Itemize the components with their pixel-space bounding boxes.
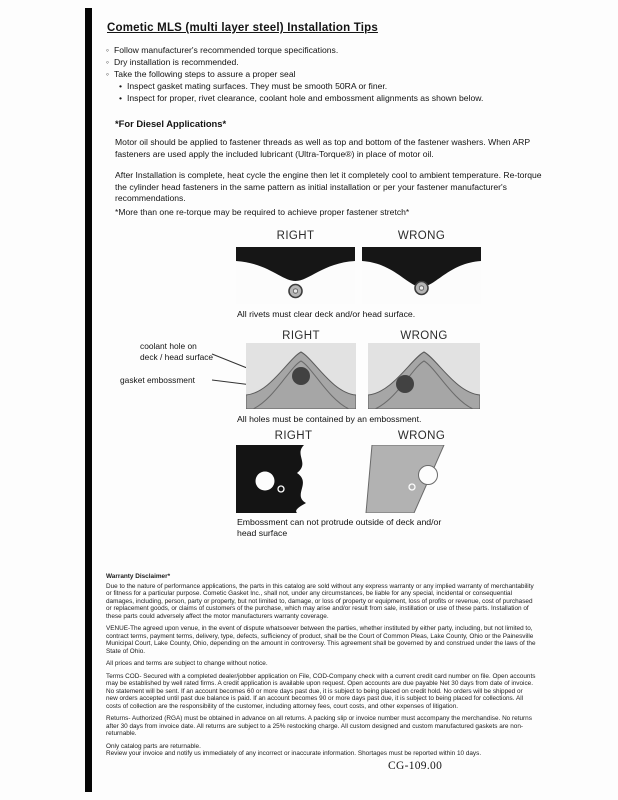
catalog-code: CG-109.00 [388,760,443,772]
holes-wrong-figure [368,343,480,409]
tip-text: Inspect gasket mating surfaces. They must be smooth 50RA or finer. [127,81,388,91]
list-item [106,44,586,56]
embossment-caption: Embossment can not protrude outside of deck and/or head surface [237,517,442,538]
list-item [106,68,586,80]
coolant-hole-label: coolant hole on deck / head surface [140,341,214,362]
list-item [106,92,586,104]
disclaimer-paragraph: VENUE-The agreed upon venue, in the event of dispute whatsoever between the parties, whether instituted by either party, including, but not limited to, contract terms, payment terms, delivery, type, defects, sufficiency of product, shall be the Court of Common Pleas, Lake County, Ohio or the Painesville Municipal Court, Lake County, Ohio, depending on the amount in controversy. This agreement shall be governed by and construed under the laws of the State of Ohio. [106,625,536,655]
disclaimer-paragraph: Due to the nature of performance applications, the parts in this catalog are sold without any express warranty or any implied warranty of merchantability or fitness for a particular purpose. Cometic Gasket Inc., shall not, under any circumstances, be liable for any special, incidental or consequential damages, including, person, party or property, but not limited to, damage, or loss of property or equipment, loss of profits or revenue, cost of purchased or replacement goods, or claims of customers of the purchase, which may arise and/or result from sale, instillation or use of these parts. Installation of these parts could adversely affect the motor manufacturers warranty coverage. [106,582,534,620]
embossment-diagram-wrong [364,445,479,513]
diesel-paragraph-oil: Motor oil should be applied to fastener threads as well as top and bottom of the fastener washers. When ARP fasteners are used apply the included lubricant (Ultra-Torque®) in place of motor oil. [115,137,530,159]
retorque-note: *More than one re-torque may be required to achieve proper fastener stretch* [115,207,410,217]
warranty-disclaimer [106,573,536,758]
disclaimer-paragraph: All prices and terms are subject to change without notice. [106,660,268,667]
holes-diagram-right [246,343,356,409]
right-label: RIGHT [274,430,313,442]
holes-caption: All holes must be contained by an embossment. [237,414,422,424]
disclaimer-paragraph: Only catalog parts are returnable. [106,742,201,750]
rivet-caption: All rivets must clear deck and/or head surface. [237,309,416,319]
page-title: Cometic MLS (multi layer steel) Installation Tips [107,22,378,34]
installation-tips-list [106,44,586,104]
circle-bullet-marker: ◦ [106,69,110,79]
rivet-right-figure [236,247,355,304]
disclaimer-paragraph: Returns- Authorized (RGA) must be obtained in advance on all returns. A packing slip or invoice number must accompany the merchandise. No returns after 30 days from invoice date. All returns are subject to a 25% restocking charge. All custom designed and custom manufactured gaskets are non-returnable. [106,715,532,737]
holes-diagram-wrong [368,343,480,409]
list-item [106,56,586,68]
tip-text: Follow manufacturer's recommended torque specifications. [114,45,339,55]
wrong-label: WRONG [397,430,446,442]
embossment-diagram-right [236,445,351,513]
rivet-wrong-figure [362,247,481,304]
holes-right-figure [246,343,356,409]
circle-bullet-marker: ◦ [106,57,110,67]
wrong-label: WRONG [397,230,446,242]
diesel-paragraph-retorque: After Installation is complete, heat cycle the engine then let it completely cool to ambient temperature. Re-torque the cylinder head fasteners in the same pattern as initial installation or per your fastener manufacturer's recommendations. [115,170,542,203]
wrong-label: WRONG [400,330,448,342]
disclaimer-paragraph: Terms COD- Secured with a completed dealer/jobber application on File, COD-Company check with a current credit card number on file. Open accounts may be established by well rated firms. A credit application is available upon request. Open accounts are due payable Net 30 days from date of invoice. No statement will be sent. If an account becomes 60 or more days past due, it is subject to being placed on credit hold. No orders will be shipped or new orders accepted until past due balance is paid. If an account becomes 90 or more days past due, it is subject to being placed for collections. All costs of collection are the responsibility of the customer, including attorney fees, court costs, and other expenses of litigation. [106,672,536,710]
circle-bullet-marker: ◦ [106,45,110,55]
tip-text: Take the following steps to assure a proper seal [114,69,296,79]
page-binding-bar [85,8,92,792]
disclaimer-heading: Warranty Disclaimer* [106,573,171,580]
disclaimer-paragraph: Review your invoice and notify us immediately of any incorrect or inaccurate information. Shortages must be reported within 10 days. [106,750,482,757]
dot-bullet-marker: • [119,81,123,91]
dot-bullet-marker: • [119,93,123,103]
rivet-diagram-right [236,247,355,304]
tip-text: Dry installation is recommended. [114,57,239,67]
right-label: RIGHT [282,330,320,342]
rivet-diagram-wrong [362,247,481,304]
right-label: RIGHT [276,230,315,242]
embossment-right-figure [236,445,351,513]
tip-text: Inspect for proper, rivet clearance, coolant hole and embossment alignments as shown below. [127,93,484,103]
embossment-wrong-figure [364,445,479,513]
list-item [106,80,586,92]
diesel-applications-heading: *For Diesel Applications* [115,118,227,129]
gasket-embossment-label: gasket embossment [120,375,195,385]
